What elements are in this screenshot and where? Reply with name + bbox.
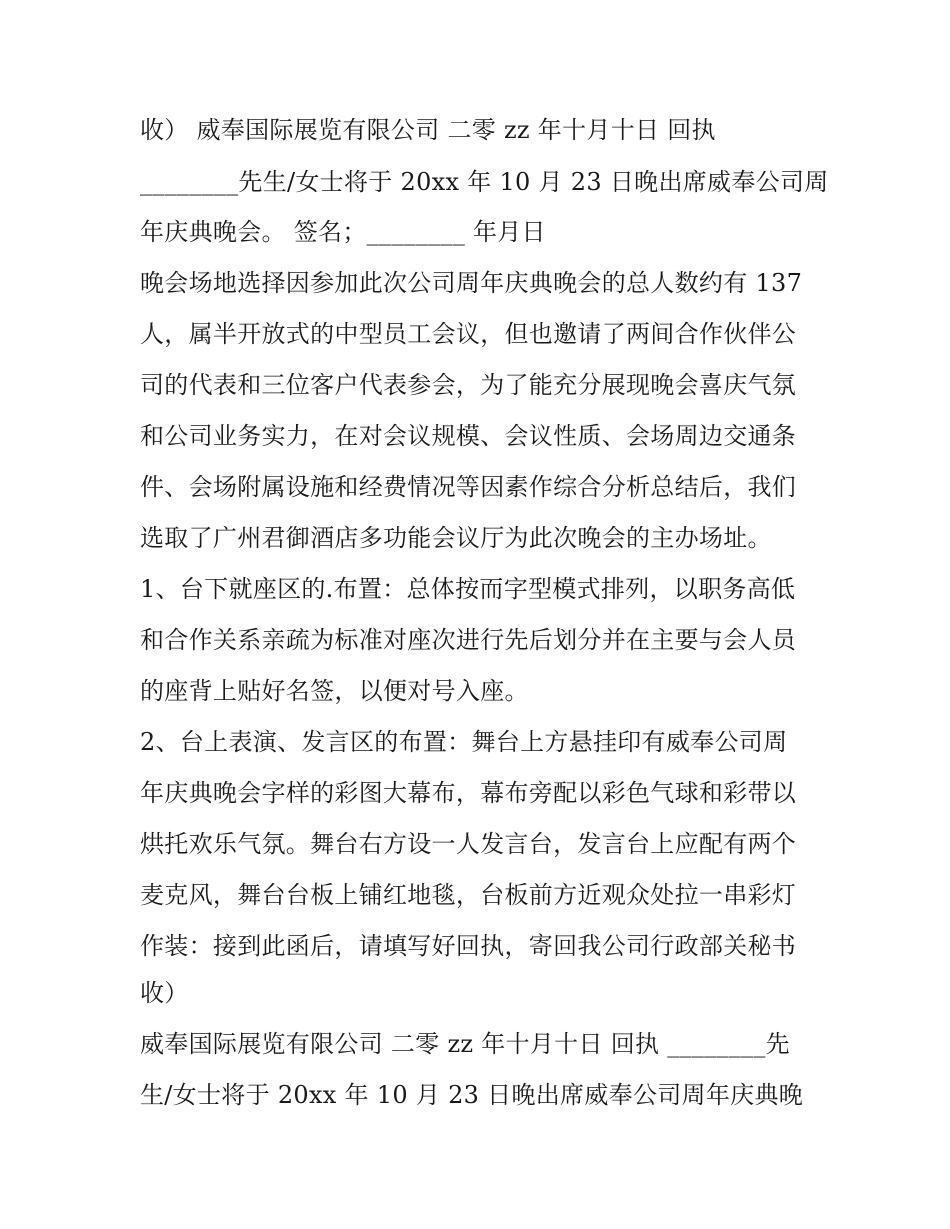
text-line-16: 麦克风，舞台台板上铺红地毯，台板前方近观众处拉一串彩灯 [140,881,797,909]
text-line-20: 生/女士将于 20xx 年 10 月 23 日晚出席威奉公司周年庆典晚 [140,1081,804,1109]
text-line-11: 和合作关系亲疏为标准对座次进行先后划分并在主要与会人员 [140,626,797,654]
text-line-12: 的座背上贴好名签，以便对号入座。 [140,677,529,705]
text-line-3: 年庆典晚会。 签名；________ 年月日 [140,218,546,246]
text-line-13: 2、台上表演、发言区的布置：舞台上方悬挂印有威奉公司周 [140,728,788,756]
text-line-4: 晚会场地选择因参加此次公司周年庆典晚会的总人数约有 137 [140,269,803,297]
text-line-2: ________先生/女士将于 20xx 年 10 月 23 日晚出席威奉公司周 [140,168,829,196]
text-line-14: 年庆典晚会字样的彩图大幕布，幕布旁配以彩色气球和彩带以 [140,779,797,807]
text-line-17: 作装：接到此函后，请填写好回执，寄回我公司行政部关秘书 [140,932,797,960]
text-line-15: 烘托欢乐气氛。舞台右方设一人发言台，发言台上应配有两个 [140,830,797,858]
text-line-7: 和公司业务实力，在对会议规模、会议性质、会场周边交通条 [140,422,797,450]
text-line-9: 选取了广州君御酒店多功能会议厅为此次晚会的主办场址。 [140,524,772,552]
text-line-8: 件、会场附属设施和经费情况等因素作综合分析总结后，我们 [140,473,797,501]
text-line-18: 收） [140,979,189,1007]
text-line-5: 人，属半开放式的中型员工会议，但也邀请了两间合作伙伴公 [140,320,797,348]
text-line-1: 收） 威奉国际展览有限公司 二零 zz 年十月十日 回执 [140,116,716,144]
text-line-6: 司的代表和三位客户代表参会，为了能充分展现晚会喜庆气氛 [140,371,797,399]
text-line-10: 1、台下就座区的.布置：总体按而字型模式排列，以职务高低 [140,575,796,603]
text-line-19: 威奉国际展览有限公司 二零 zz 年十月十日 回执 ________先 [140,1030,790,1058]
